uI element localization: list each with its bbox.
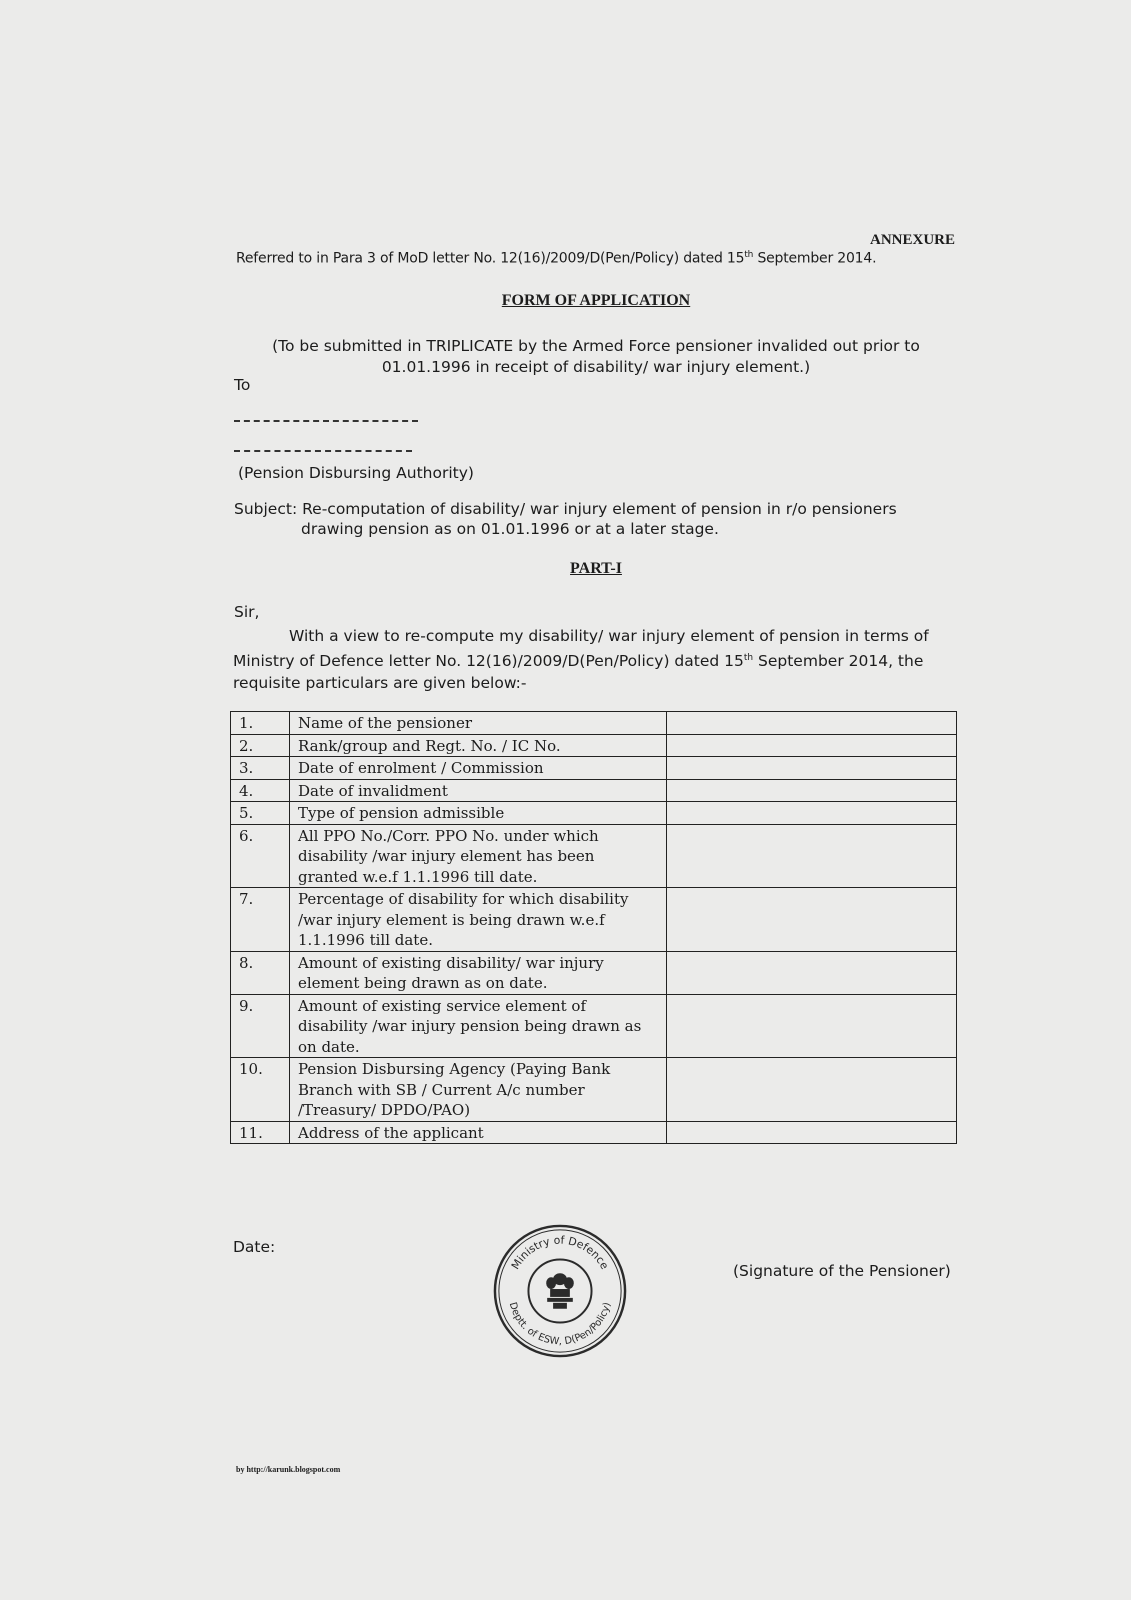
row-number: 2. <box>231 734 290 757</box>
table-row <box>231 779 957 802</box>
row-number: 9. <box>231 994 290 1058</box>
row-number: 1. <box>231 712 290 735</box>
row-number: 5. <box>231 802 290 825</box>
subject-line-1: Subject: Re-computation of disability/ war injury element of pension in r/o pensioners <box>234 500 897 518</box>
row-label: Date of enrolment / Commission <box>290 757 667 780</box>
seal-top-text: Ministry of Defence <box>508 1233 612 1272</box>
row-label: All PPO No./Corr. PPO No. under which disability /war injury element has been granted w.e.f 1.1.1996 till date. <box>290 824 667 888</box>
row-label: Amount of existing disability/ war injury element being drawn as on date. <box>290 951 667 994</box>
row-number: 6. <box>231 824 290 888</box>
row-label: Address of the applicant <box>290 1121 667 1144</box>
table-row <box>231 951 957 994</box>
ministry-seal <box>491 1222 629 1360</box>
table-row <box>231 802 957 825</box>
emblem-icon <box>546 1273 574 1308</box>
row-value-field[interactable] <box>667 994 957 1058</box>
row-value-field[interactable] <box>667 712 957 735</box>
particulars-table <box>230 711 957 1144</box>
subject-line-2: drawing pension as on 01.01.1996 or at a later stage. <box>301 520 719 538</box>
table-row <box>231 1058 957 1122</box>
row-label: Amount of existing service element of disability /war injury pension being drawn as on date. <box>290 994 667 1058</box>
address-line-2[interactable] <box>234 450 412 452</box>
part-title: PART-I <box>570 560 622 577</box>
table-row <box>231 757 957 780</box>
row-label: Percentage of disability for which disability /war injury element is being drawn w.e.f 1.1.1996 till date. <box>290 888 667 952</box>
date-label: Date: <box>233 1238 276 1256</box>
table-row <box>231 734 957 757</box>
salutation: Sir, <box>234 603 260 621</box>
row-label: Name of the pensioner <box>290 712 667 735</box>
row-value-field[interactable] <box>667 951 957 994</box>
row-value-field[interactable] <box>667 824 957 888</box>
table-row <box>231 824 957 888</box>
row-number: 4. <box>231 779 290 802</box>
annexure-label: ANNEXURE <box>870 232 956 248</box>
to-label: To <box>234 376 251 394</box>
row-label: Pension Disbursing Agency (Paying Bank Branch with SB / Current A/c number /Treasury/ DPDO/PAO) <box>290 1058 667 1122</box>
seal-bottom-text: Deptt. of ESW, D(Pen/Policy) <box>506 1301 614 1348</box>
row-number: 10. <box>231 1058 290 1122</box>
svg-text:Ministry of Defence <box>509 1234 612 1272</box>
row-label: Type of pension admissible <box>290 802 667 825</box>
row-number: 3. <box>231 757 290 780</box>
row-number: 7. <box>231 888 290 952</box>
table-row <box>231 994 957 1058</box>
reference-line: Referred to in Para 3 of MoD letter No. 12(16)/2009/D(Pen/Policy) dated 15th September 2014. <box>236 250 877 267</box>
table-row <box>231 888 957 952</box>
row-value-field[interactable] <box>667 802 957 825</box>
footer-credit: by http://karunk.blogspot.com <box>236 1465 341 1474</box>
form-subtitle: (To be submitted in TRIPLICATE by the Armed Force pensioner invalided out prior to 01.01.1996 in receipt of disability/ war injury element.) <box>272 337 920 376</box>
row-number: 11. <box>231 1121 290 1144</box>
row-label: Rank/group and Regt. No. / IC No. <box>290 734 667 757</box>
row-value-field[interactable] <box>667 1121 957 1144</box>
form-title: FORM OF APPLICATION <box>501 292 691 309</box>
signature-label: (Signature of the Pensioner) <box>733 1262 951 1280</box>
row-value-field[interactable] <box>667 1058 957 1122</box>
address-line-1[interactable] <box>234 420 418 422</box>
table-row <box>231 712 957 735</box>
intro-paragraph: With a view to re-compute my disability/ war injury element of pension in terms of Ministry of Defence letter No. 12(16)/2009/D(Pen/Policy) dated 15th September 2014, the requisite particulars are given below:- <box>233 627 929 693</box>
row-value-field[interactable] <box>667 779 957 802</box>
authority-label: (Pension Disbursing Authority) <box>238 464 474 482</box>
row-value-field[interactable] <box>667 734 957 757</box>
row-value-field[interactable] <box>667 888 957 952</box>
table-row <box>231 1121 957 1144</box>
row-value-field[interactable] <box>667 757 957 780</box>
row-number: 8. <box>231 951 290 994</box>
row-label: Date of invalidment <box>290 779 667 802</box>
